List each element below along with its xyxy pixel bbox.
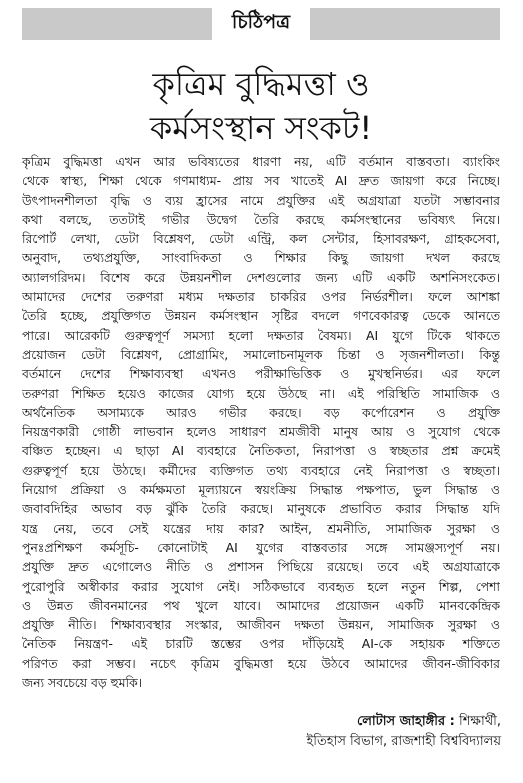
section-bar-right-block — [310, 8, 500, 40]
body-line: তরুণরা শিক্ষিত হয়েও কাজের যোগ্য হয়ে উঠছে না। এই পরিস্থিতি সামাজিক ও — [22, 385, 500, 401]
author-affiliation: ইতিহাস বিভাগ, রাজশাহী বিশ্ববিদ্যালয় — [306, 734, 501, 749]
body-line: আমাদের দেশের তরুণরা মধ্যম দক্ষতার চাকরির ওপর নির্ভরশীল। ফলে আশঙ্কা — [22, 289, 500, 305]
headline-line-1: কৃত্রিম বুদ্ধিমত্তা ও — [152, 65, 370, 103]
letter-body — [22, 152, 500, 692]
body-line: জবাবদিহির অভাব বড় ঝুঁকি তৈরি করছে। মানুষকে প্রভাবিত করার সিদ্ধান্ত যদি — [22, 501, 500, 517]
body-line: ও উন্নত জীবনমানের পথ খুলে যাবে। আমাদের প্রয়োজন একটি মানবকেন্দ্রিক — [22, 597, 500, 613]
body-line: তৈরি হচ্ছে, প্রযুক্তিগত উন্নয়ন কর্মসংস্থান সৃষ্টির বদলে গণবেকারত্ব ডেকে আনতে — [22, 308, 500, 324]
body-line: প্রযুক্তি নীতি। শিক্ষাব্যবস্থার সংস্কার, আজীবন দক্ষতা উন্নয়ন, সামাজিক সুরক্ষা ও — [22, 617, 500, 633]
body-line: থেকে স্বাস্থ্য, শিক্ষা থেকে গণমাধ্যম- প্রায় সব খাতেই AI দ্রুত জায়গা করে নিচ্ছে। — [22, 173, 500, 189]
body-line: অনুবাদ, তথ্যপ্রযুক্তি, সাংবাদিকতা ও শিক্ষার কিছু জায়গা দখল করছে — [22, 250, 500, 266]
body-line: কৃত্রিম বুদ্ধিমত্তা এখন আর ভবিষ্যতের ধারণা নয়, এটি বর্তমান বাস্তবতা। ব্যাংকিং — [22, 154, 500, 169]
body-line: পুরোপুরি অস্বীকার করার সুযোগ নেই। সঠিকভাবে ব্যবহৃত হলে নতুন শিল্প, পেশা — [22, 578, 500, 594]
body-line: পারে। আরেকটি গুরুত্বপূর্ণ সমস্যা হলো দক্ষতার বৈষম্য। AI যুগে টিকে থাকতে — [22, 327, 500, 343]
body-line: নিয়ন্ত্রণকারী গোষ্ঠী লাভবান হলেও সাধারণ শ্রমজীবী মানুষ আয় ও সুযোগ থেকে — [22, 424, 500, 440]
body-line: বর্তমানে দেশের শিক্ষাব্যবস্থা এখনও পরীক্ষাভিত্তিক ও মুখস্থনির্ভর। এর ফলে — [22, 366, 500, 382]
body-line: অর্থনৈতিক অসাম্যকে আরও গভীর করছে। বড় কর্পোরেশন ও প্রযুক্তি — [22, 404, 500, 420]
body-line: উৎপাদনশীলতা বৃদ্ধি ও ব্যয় হ্রাসের নামে প্রযুক্তির এই অগ্রযাত্রা যতটা সম্ভাবনার — [22, 192, 500, 208]
signature-block — [141, 712, 501, 752]
body-line: জন্য সবচেয়ে বড় হুমকি। — [22, 675, 143, 691]
headline-line-2: কর্মসংস্থান সংকট! — [149, 109, 373, 147]
body-line: গুরুত্বপূর্ণ হয়ে উঠছে। কর্মীদের ব্যক্তিগত তথ্য ব্যবহারে নেই নিরাপত্তা ও স্বচ্ছতা। — [22, 462, 500, 478]
body-line: নৈতিক নিয়ন্ত্রণ- এই চারটি স্তম্ভের ওপর দাঁড়িয়েই AI-কে সহায়ক শক্তিতে — [22, 636, 500, 652]
body-line: প্রয়োজন ডেটা বিশ্লেষণ, প্রোগ্রামিং, সমালোচনামূলক চিন্তা ও সৃজনশীলতা। কিন্তু — [22, 346, 500, 362]
body-line: বঞ্চিত হচ্ছেন। এ ছাড়া AI ব্যবহারে নৈতিকতা, নিরাপত্তা ও স্বচ্ছতার প্রশ্ন ক্রমেই — [22, 443, 500, 459]
section-header-bar — [22, 8, 500, 40]
body-line: অ্যালগরিদম। বিশেষ করে উন্নয়নশীল দেশগুলোর জন্য এটি একটি অশনিসংকেত। — [22, 269, 500, 285]
body-line: পুনঃপ্রশিক্ষণ কর্মসূচি- কোনোটাই AI যুগের বাস্তবতার সঙ্গে সামঞ্জস্যপূর্ণ নয়। — [22, 539, 500, 555]
body-line: যন্ত্র নেয়, তবে সেই যন্ত্রের দায় কার? আইন, শ্রমনীতি, সামাজিক সুরক্ষা ও — [22, 520, 500, 536]
body-line: নিয়োগ প্রক্রিয়া ও কর্মক্ষমতা মূল্যায়নে স্বয়ংক্রিয় সিদ্ধান্ত পক্ষপাত, ভুল সিদ্ধান্ত ও — [22, 482, 500, 498]
body-line: পরিণত করা সম্ভব। নচেৎ কৃত্রিম বুদ্ধিমত্তা হয়ে উঠবে আমাদের জীবন-জীবিকার — [22, 655, 500, 671]
body-line: রিপোর্ট লেখা, ডেটা বিশ্লেষণ, ডেটা এন্ট্রি, কল সেন্টার, হিসাবরক্ষণ, গ্রাহকসেবা, — [22, 231, 500, 247]
section-bar-left-block — [22, 8, 212, 40]
signature-line-1 — [141, 712, 501, 732]
author-role: শিক্ষার্থী, — [454, 714, 501, 729]
section-label: চিঠিপত্র — [231, 11, 291, 33]
body-line: কথা বলছে, ততটাই গভীর উদ্বেগ তৈরি করছে কর্মসংস্থানের ভবিষ্যৎ নিয়ে। — [22, 211, 500, 227]
headline — [22, 62, 500, 150]
author-name: লোটাস জাহাঙ্গীর : — [356, 714, 455, 729]
body-line: প্রযুক্তি দ্রুত এগোলেও নীতি ও প্রশাসন পিছিয়ে রয়েছে। তবে এই অগ্রযাত্রাকে — [22, 559, 500, 575]
